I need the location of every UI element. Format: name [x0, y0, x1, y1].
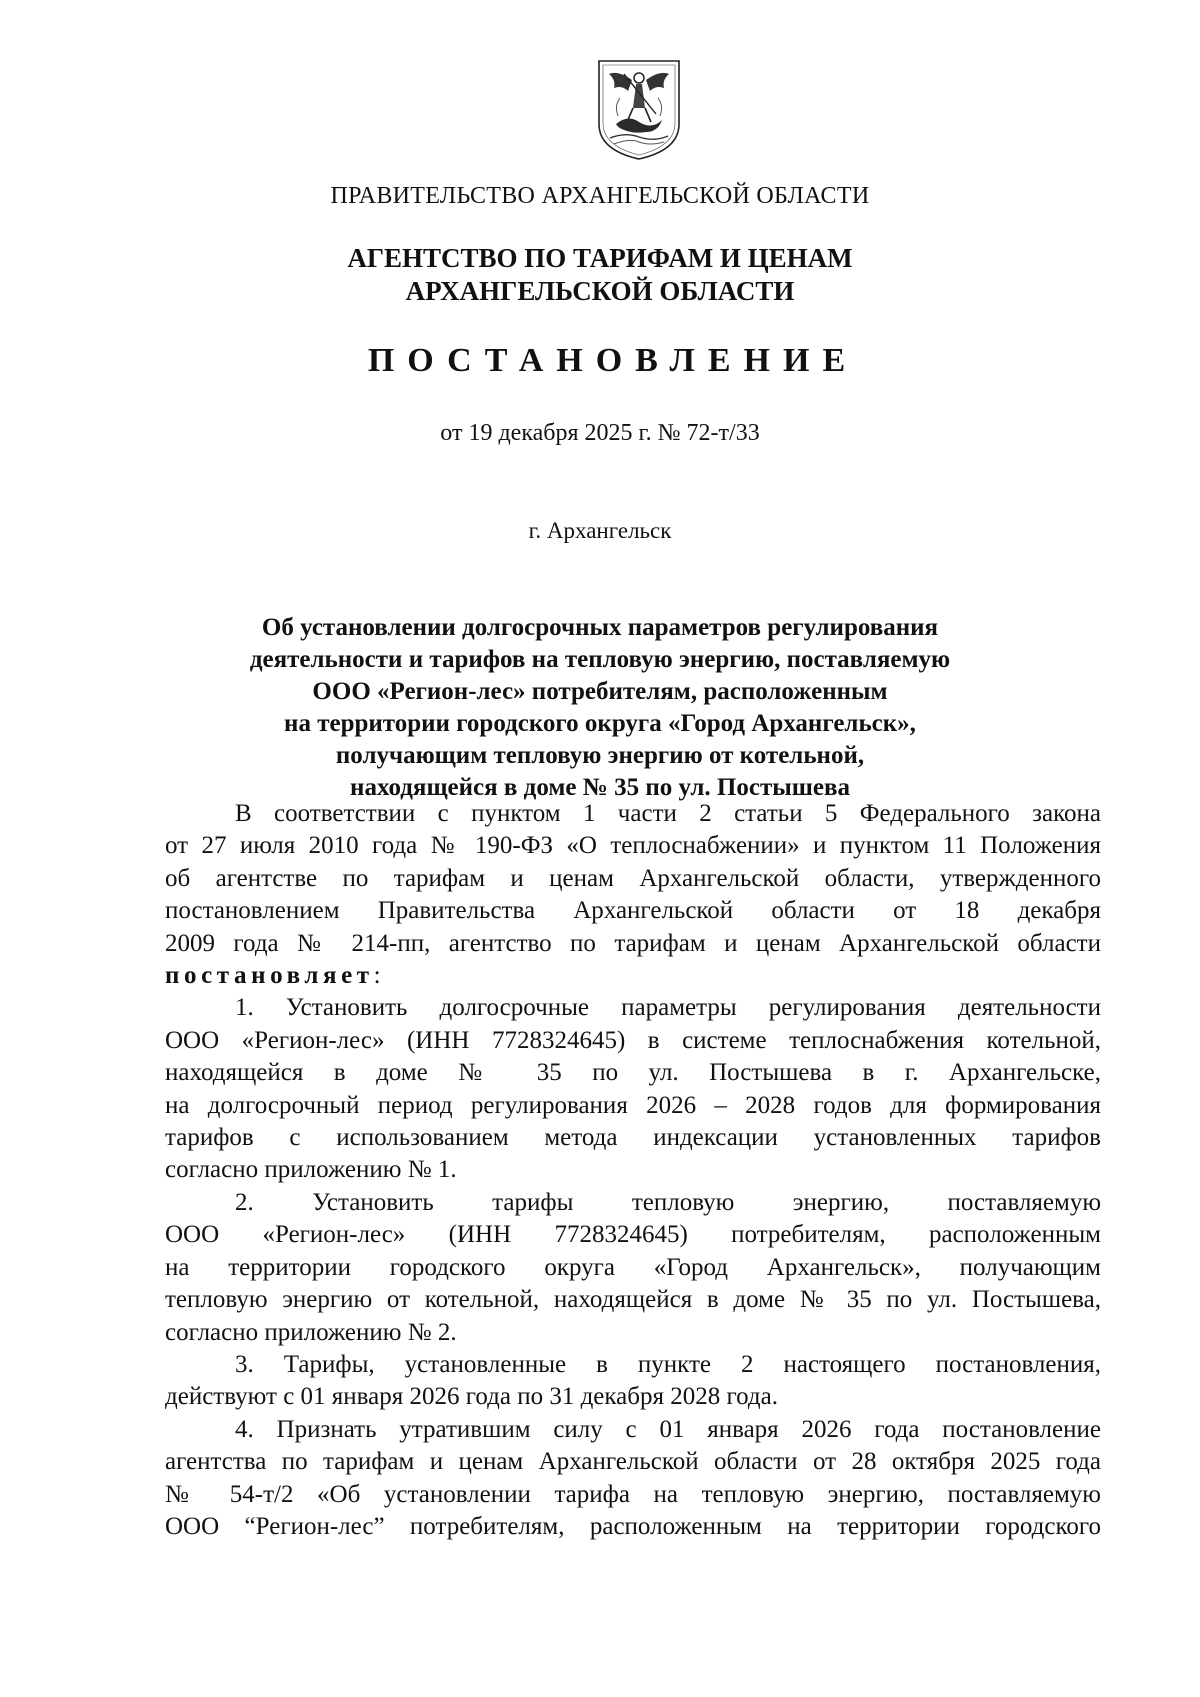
- preamble-line: В соответствии с пунктом 1 части 2 статьи 5 Федерального закона: [235, 800, 1101, 827]
- resolves-colon: :: [373, 962, 381, 990]
- item-1-line: ООО «Регион-лес» (ИНН 7728324645) в системе теплоснабжения котельной,: [165, 1026, 1101, 1054]
- item-2-line: на территории городского округа «Город Архангельск», получающим: [165, 1253, 1101, 1281]
- item-2-line: согласно приложению № 2.: [165, 1318, 457, 1346]
- agency-name-line-1: АГЕНТСТВО ПО ТАРИФАМ И ЦЕНАМ: [347, 243, 853, 273]
- document-city: г. Архангельск: [528, 518, 672, 543]
- item-1-line: на долгосрочный период регулирования 2026 – 2028 годов для формирования: [165, 1091, 1101, 1119]
- title-line: деятельности и тарифов на тепловую энергию, поставляемую: [249, 646, 951, 673]
- document-title: [0, 612, 1200, 804]
- document-type: ПОСТАНОВЛЕНИЕ: [367, 342, 859, 379]
- item-4-line: № 54-т/2 «Об установлении тарифа на тепловую энергию, поставляемую: [165, 1480, 1101, 1508]
- archangel-coat-of-arms-icon: [596, 58, 682, 162]
- item-3-line: действуют с 01 января 2026 года по 31 декабря 2028 года.: [165, 1383, 778, 1411]
- document-date-number: от 19 декабря 2025 г. № 72-т/33: [440, 420, 760, 446]
- item-4-line: ООО “Регион-лес” потребителям, расположенным на территории городского: [165, 1512, 1101, 1540]
- item-2-line: 2. Установить тарифы тепловую энергию, поставляемую: [235, 1188, 1101, 1216]
- item-1-line: 1. Установить долгосрочные параметры регулирования деятельности: [235, 994, 1101, 1022]
- title-line: Об установлении долгосрочных параметров регулирования: [261, 614, 939, 641]
- item-2-line: ООО «Регион-лес» (ИНН 7728324645) потребителям, расположенным: [165, 1221, 1101, 1249]
- preamble-line: постановлением Правительства Архангельской области от 18 декабря: [165, 897, 1101, 925]
- item-1-line: согласно приложению № 1.: [165, 1156, 457, 1184]
- preamble-line: от 27 июля 2010 года № 190-ФЗ «О теплоснабжении» и пунктом 11 Положения: [165, 832, 1101, 860]
- item-1-line: тарифов с использованием метода индексации установленных тарифов: [165, 1124, 1101, 1152]
- title-line: получающим тепловую энергию от котельной,: [335, 742, 865, 769]
- item-4-line: 4. Признать утратившим силу с 01 января 2026 года постановление: [235, 1415, 1101, 1443]
- title-line: находящейся в доме № 35 по ул. Постышева: [350, 774, 850, 801]
- item-2-line: тепловую энергию от котельной, находящейся в доме № 35 по ул. Постышева,: [165, 1286, 1101, 1314]
- document-body: [165, 798, 1101, 1543]
- agency-name: [0, 242, 1200, 308]
- title-line: ООО «Регион-лес» потребителям, расположенным: [312, 678, 888, 705]
- preamble-line: 2009 года № 214-пп, агентство по тарифам и ценам Архангельской области: [165, 929, 1101, 957]
- agency-name-line-2: АРХАНГЕЛЬСКОЙ ОБЛАСТИ: [405, 276, 795, 306]
- item-3-line: 3. Тарифы, установленные в пункте 2 настоящего постановления,: [235, 1350, 1101, 1378]
- resolves-line: [165, 960, 1101, 992]
- item-1-line: находящейся в доме № 35 по ул. Постышева в г. Архангельске,: [165, 1059, 1101, 1087]
- title-line: на территории городского округа «Город Архангельск»,: [284, 710, 916, 737]
- government-name: ПРАВИТЕЛЬСТВО АРХАНГЕЛЬСКОЙ ОБЛАСТИ: [330, 183, 870, 209]
- resolves-word: постановляет: [165, 962, 374, 990]
- item-4-line: агентства по тарифам и ценам Архангельской области от 28 октября 2025 года: [165, 1448, 1101, 1476]
- preamble-line: об агентстве по тарифам и ценам Архангельской области, утвержденного: [165, 864, 1101, 892]
